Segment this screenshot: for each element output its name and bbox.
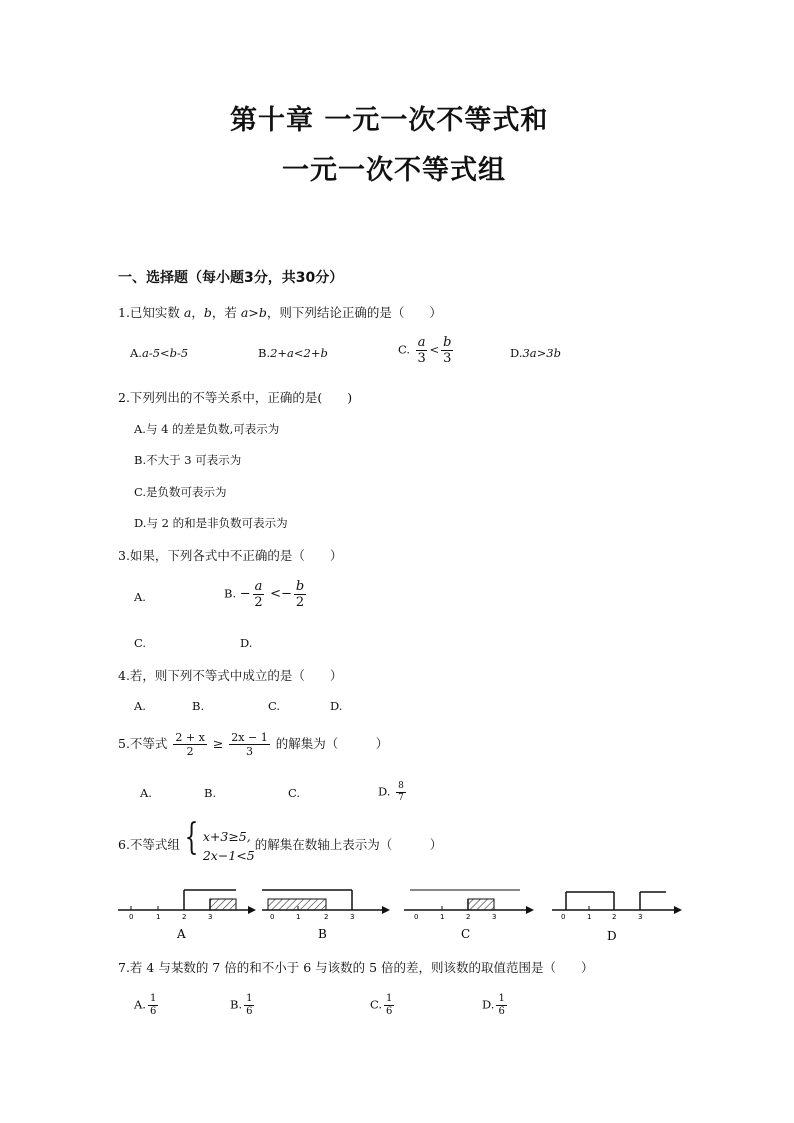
question-7-stem: 7.若 4 与某数的 7 倍的和不小于 6 与该数的 5 倍的差，则该数的取值范围是（ ） xyxy=(118,960,594,975)
title-line-1: 第十章 一元一次不等式和 xyxy=(230,105,549,136)
question-2-option-b[interactable]: B.不大于 3 可表示为 xyxy=(134,453,242,467)
question-7-option-c[interactable]: C. $\frac{1}{6}$ xyxy=(370,993,393,1017)
question-2-option-d[interactable]: D.与 2 的和是非负数可表示为 xyxy=(134,516,288,530)
title-line-2: 一元一次不等式组 xyxy=(282,155,506,186)
question-6-stem: 6.不等式组 { x+3≥5, 2x−1<5 的解集在数轴上表示为（ ） xyxy=(118,817,443,863)
number-line-options xyxy=(0,870,794,950)
question-5-stem: 5.不等式 $\frac{2 + x}{2}$ ≥ $\frac{2x - 1}{3}$ 的解集为（ ） xyxy=(118,731,389,758)
question-2-option-a[interactable]: A.与 4 的差是负数,可表示为 xyxy=(134,422,280,436)
tick-label: 0 xyxy=(414,913,419,921)
question-3-option-c[interactable]: C. xyxy=(134,636,147,650)
tick-label: 3 xyxy=(492,913,497,921)
question-1-option-d[interactable]: D.3a>3b xyxy=(510,346,561,360)
number-line-d[interactable] xyxy=(552,892,682,943)
tick-label: 2 xyxy=(182,913,187,921)
number-line-c[interactable] xyxy=(404,890,534,941)
option-label-c: C xyxy=(461,927,471,941)
option-label-d: D xyxy=(607,929,617,943)
tick-label: 2 xyxy=(612,913,617,921)
question-7-option-a[interactable]: A. $\frac{1}{6}$ xyxy=(134,993,157,1017)
question-7-option-b[interactable]: B. $\frac{1}{6}$ xyxy=(230,993,253,1017)
option-label-a: A xyxy=(177,927,186,941)
question-5-option-a[interactable]: A. xyxy=(140,786,152,800)
question-1-option-c[interactable]: C. $\frac{a}{3}$ < $\frac{b}{3}$ xyxy=(398,335,452,366)
question-1-stem: 1.已知实数 a，b，若 a>b，则下列结论正确的是（ ） xyxy=(118,305,442,320)
question-3-option-d[interactable]: D. xyxy=(240,636,253,650)
tick-label: 1 xyxy=(440,913,445,921)
question-3-option-b[interactable]: B. − $\frac{a}{2}$ <− $\frac{b}{2}$ xyxy=(224,579,305,610)
tick-label: 2 xyxy=(466,913,471,921)
tick-label: 1 xyxy=(296,913,301,921)
tick-label: 0 xyxy=(129,913,134,921)
tick-label: 3 xyxy=(208,913,213,921)
question-5-option-d[interactable]: D. $\frac{8}{7}$ xyxy=(378,781,404,803)
option-label-b: B xyxy=(318,927,327,941)
question-3-stem: 3.如果，下列各式中不正确的是（ ） xyxy=(118,548,343,563)
question-5-option-b[interactable]: B. xyxy=(204,786,217,800)
number-line-b[interactable] xyxy=(262,890,390,941)
question-5-option-c[interactable]: C. xyxy=(288,786,301,800)
tick-label: 3 xyxy=(350,913,355,921)
tick-label: 0 xyxy=(270,913,275,921)
tick-label: 3 xyxy=(638,913,643,921)
question-3-option-a[interactable]: A. xyxy=(134,590,146,604)
question-2-option-c[interactable]: C.是负数可表示为 xyxy=(134,485,227,499)
tick-label: 1 xyxy=(156,913,161,921)
question-4-option-c[interactable]: C. xyxy=(268,699,281,713)
tick-label: 2 xyxy=(324,913,329,921)
question-4-stem: 4.若，则下列不等式中成立的是（ ） xyxy=(118,668,343,683)
question-2-stem: 2.下列列出的不等关系中，正确的是( ) xyxy=(118,390,353,405)
section-heading: 一、选择题（每小题3分，共30分） xyxy=(118,270,344,286)
question-4-option-b[interactable]: B. xyxy=(192,699,205,713)
tick-label: 1 xyxy=(587,913,592,921)
question-4-option-a[interactable]: A. xyxy=(134,699,146,713)
question-4-option-d[interactable]: D. xyxy=(330,699,343,713)
tick-label: 0 xyxy=(561,913,566,921)
question-7-option-d[interactable]: D. $\frac{1}{6}$ xyxy=(482,993,505,1017)
question-1-option-b[interactable]: B.2+a<2+b xyxy=(258,346,328,360)
number-line-a[interactable] xyxy=(118,890,256,941)
question-1-option-a[interactable]: A.a-5<b-5 xyxy=(130,346,189,360)
